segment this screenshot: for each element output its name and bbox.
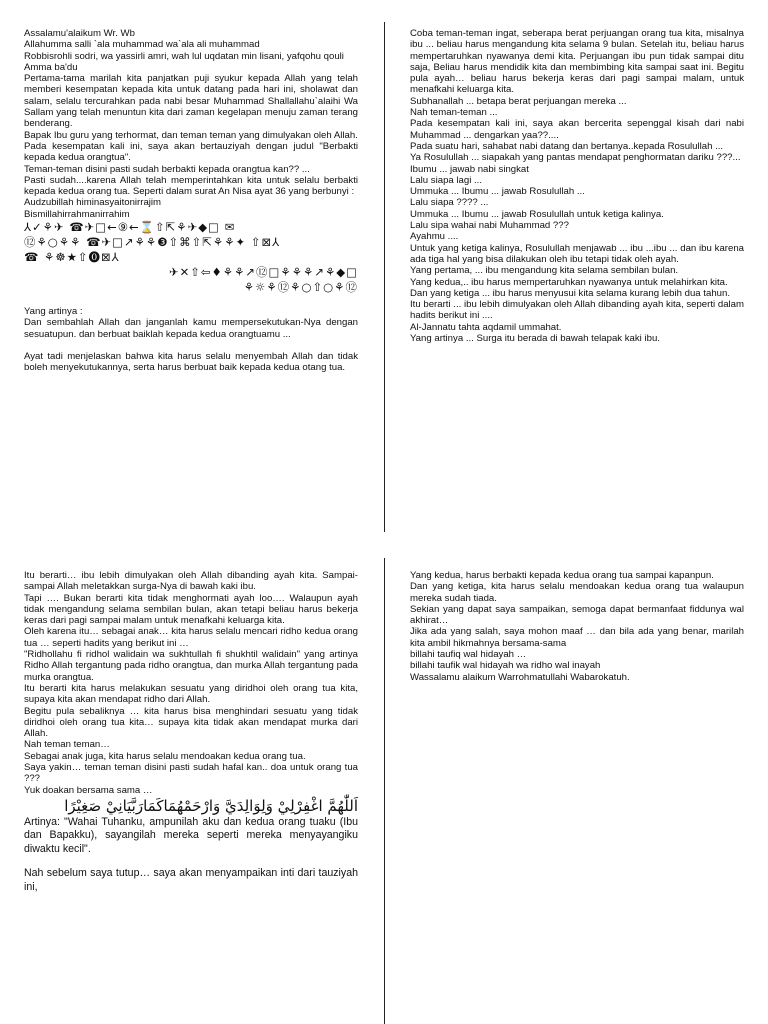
paragraph: Tapi …. Bukan berarti kita tidak menghormati ayah loo…. Walaupun ayah tidak mengandung selama sembilan bulan, akan tetapi beliau harus bekerja keras dari pagi sampai malam untuk menafkahi keluarga kita. (24, 592, 358, 627)
paragraph: Yuk doakan bersama sama … (24, 784, 153, 796)
paragraph: Yang pertama, ... ibu mengandung kita selama sembilan bulan. (410, 265, 679, 277)
prayer-translation: Artinya: "Wahai Tuhanku, ampunilah aku dan kedua orang tuaku (Ibu dan Bapakku), sayangilah mereka seperti mereka menyayangiku diwaktu kecil". (24, 815, 358, 855)
paragraph: Sebagai anak juga, kita harus selalu mendoakan kedua orang tua. (24, 750, 306, 762)
paragraph: Itu berarti kita harus melakukan sesuatu yang diridhoi oleh orang tua kita, supaya kita akan mendapat ridho dari Allah. (24, 682, 358, 706)
paragraph: Pada kesempatan kali ini, saya akan bertauziyah dengan judul "Berbakti kepada kedua orangtua". (24, 140, 358, 164)
closing-salam: Wassalamu alaikum Warrohmatullahi Wabarokatuh. (410, 671, 630, 683)
hadith-meaning: Yang artinya ... Surga itu berada di bawah telapak kaki ibu. (410, 333, 660, 345)
paragraph: Pasti sudah....karena Allah telah memperintahkan kita untuk selalu berbakti kepada kedua orang tua. Seperti dalam surat An Nisa ayat 36 yang berbunyi : (24, 174, 358, 198)
paragraph: Yang kedua,.. ibu harus mempertaruhkan nyawanya untuk melahirkan kita. (410, 276, 728, 288)
translation-text: Dan sembahlah Allah dan janganlah kamu mempersekutukan-Nya dengan sesuatupun. dan berbuat baiklah kepada kedua orangtuamu ... (24, 317, 358, 340)
amma-badu: Amma ba'du (24, 61, 78, 73)
paragraph: Pertama-tama marilah kita panjatkan puji syukur kepada Allah yang telah memberi kesempatan kepada kita untuk datang pada hari ini, sholawat dan salam, selalu tercurahkan pada nabi besar Muhammad Shallallahu`alaihi Wa Sallam yang telah menuntun kita dari zaman kegelapan menuju zaman terang benderang. (24, 73, 358, 130)
paragraph: Itu berarti ... ibu lebih dimulyakan oleh Allah dibanding ayah kita, seperti dalam hadits berikut ini .... (410, 299, 744, 322)
paragraph: billahi taufiq wal hidayah … (410, 649, 527, 661)
wingdings-verse-line: ☎ ⚘☸★⇧⓿⊠⅄ (24, 250, 120, 265)
paragraph: Ibumu ... jawab nabi singkat (410, 163, 529, 175)
paragraph: Nah teman-teman ... (410, 107, 498, 119)
arabic-prayer: اَللّٰهُمَّ اغْفِرْلِيْ وَلِوَالِدَيَّ وَارْحَمْهُمَاكَمَارَبَّيَانِيْ صَغِيْرًا (64, 796, 358, 815)
bottom-left-column (24, 570, 358, 894)
basmalah: Bismillahirrahmanirrahim (24, 208, 130, 220)
sholawat: Allahumma salli `ala muhammad wa`ala ali muhammad (24, 39, 260, 51)
paragraph: Begitu pula sebaliknya … kita harus bisa menghindari sesuatu yang tidak diridhoi oleh orang tua kita… supaya kita tidak akan mendapat murka dari Allah. (24, 705, 358, 740)
paragraph: Jika ada yang salah, saya mohon maaf … dan bila ada yang benar, marilah kita ambil hikmahnya bersama-sama (410, 626, 744, 649)
paragraph: Nah teman teman… (24, 739, 110, 751)
paragraph: billahi taufik wal hidayah wa ridho wal inayah (410, 660, 601, 672)
paragraph: Lalu sipa wahai nabi Muhammad ??? (410, 220, 569, 232)
paragraph: Yang kedua, harus berbakti kepada kedua orang tua sampai kapanpun. (410, 570, 714, 581)
top-left-column (24, 28, 358, 374)
column-divider-top (384, 22, 385, 532)
wingdings-verse-line: ⚘☼⚘⑫⚘○⇧○⚘⑫ (243, 280, 358, 295)
wingdings-verse-line: ⅄✓⚘✈ ☎✈□←⑨←⌛⇧⇱⚘✈◆□ ✉ (24, 220, 236, 235)
paragraph: Subhanallah ... betapa berat perjuangan mereka ... (410, 95, 627, 107)
wingdings-verse-line: ✈✕⇧⇦♦⚘⚘↗⑫□⚘⚘⚘↗⚘◆□ (168, 265, 358, 280)
taawudz: Audzubillah himinasyaitonirrajim (24, 197, 162, 209)
wingdings-verse-line: ⑫⚘○⚘⚘ ☎✈□↗⚘⚘❸⇧⌘⇧⇱⚘⚘✦ ⇧⊠⅄ (24, 235, 281, 250)
paragraph: Bapak Ibu guru yang terhormat, dan teman teman yang dimulyakan oleh Allah. (24, 129, 358, 141)
hadith: Al-Jannatu tahta aqdamil ummahat. (410, 321, 562, 333)
top-right-column (410, 28, 744, 344)
paragraph: Lalu siapa lagi ... (410, 174, 482, 186)
explanation: Ayat tadi menjelaskan bahwa kita harus selalu menyembah Allah dan tidak boleh menyekutukannya, serta harus berbuat baik kepada kedua otang tua. (24, 350, 358, 374)
paragraph: Ayahmu .... (410, 231, 459, 243)
paragraph: Ummuka ... Ibumu ... jawab Rosulullah untuk ketiga kalinya. (410, 208, 664, 220)
paragraph: Ya Rosulullah ... siapakah yang pantas mendapat penghormatan dariku ???... (410, 152, 741, 164)
paragraph: Dan yang ketiga ... ibu harus menyusui kita selama kurang lebih dua tahun. (410, 287, 730, 299)
paragraph: Pada suatu hari, sahabat nabi datang dan bertanya..kepada Rosulullah ... (410, 140, 724, 152)
paragraph: Oleh karena itu… sebagai anak… kita harus selalu mencari ridho kedua orang tua … seperti hadits yang berikut ini … (24, 626, 358, 649)
bottom-right-column (410, 570, 744, 683)
paragraph: Coba teman-teman ingat, seberapa berat perjuangan orang tua kita, misalnya ibu ... beliau harus mengandung kita selama 9 bulan. Setelah itu, beliau harus mempertaruhkan nyawanya demi kita. Perjuangan ibu pun tidak sampai ditu saja, Beliau harus mendidik kita dan membimbing kita sampai saat ini. Begitu pula ayah… beliau harus bekerja keras dari pagi sampai malam, untuk menafkahi keluarga kita. (410, 28, 744, 96)
paragraph: Dan yang ketiga, kita harus selalu mendoakan kedua orang tua walaupun mereka sudah tiada. (410, 581, 744, 604)
closing-intro: Nah sebelum saya tutup… saya akan menyampaikan inti dari tauziyah ini, (24, 867, 358, 893)
paragraph: Teman-teman disini pasti sudah berbakti kepada orangtua kan?? ... (24, 163, 310, 175)
paragraph: Sekian yang dapat saya sampaikan, semoga dapat bermanfaat fiddunya wal akhirat… (410, 603, 744, 627)
paragraph: Lalu siapa ???? ... (410, 197, 489, 209)
paragraph: Itu berarti… ibu lebih dimulyakan oleh Allah dibanding ayah kita. Sampai-sampai Allah meletakkan surga-Nya di bawah kaki ibu. (24, 570, 358, 593)
paragraph: Saya yakin… teman teman disini pasti sudah hafal kan.. doa untuk orang tua ??? (24, 762, 358, 785)
paragraph: Untuk yang ketiga kalinya, Rosulullah menjawab ... ibu ...ibu ... dan ibu karena ada tiga hal yang bisa dilakukan oleh ibu tetapi tidak oleh ayah. (410, 242, 744, 265)
paragraph: Pada kesempatan kali ini, saya akan bercerita sepenggal kisah dari nabi Muhammad ... dengarkan yaa??.... (410, 118, 744, 141)
column-divider-bottom (384, 558, 385, 1024)
paragraph: Ummuka ... Ibumu ... jawab Rosulullah ... (410, 186, 585, 198)
greeting: Assalamu'alaikum Wr. Wb (24, 28, 135, 39)
paragraph: "Ridhollahu fi ridhol walidain wa sukhtullah fi shukhtil walidain" yang artinya Ridho Allah tergantung pada ridho orangtua, dan murka Allah tergantung pada murka orangtua. (24, 649, 358, 683)
translation-heading: Yang artinya : (24, 306, 83, 318)
opening-prayer: Robbisrohli sodri, wa yassirli amri, wah lul uqdatan min lisani, yafqohu qouli (24, 50, 344, 62)
